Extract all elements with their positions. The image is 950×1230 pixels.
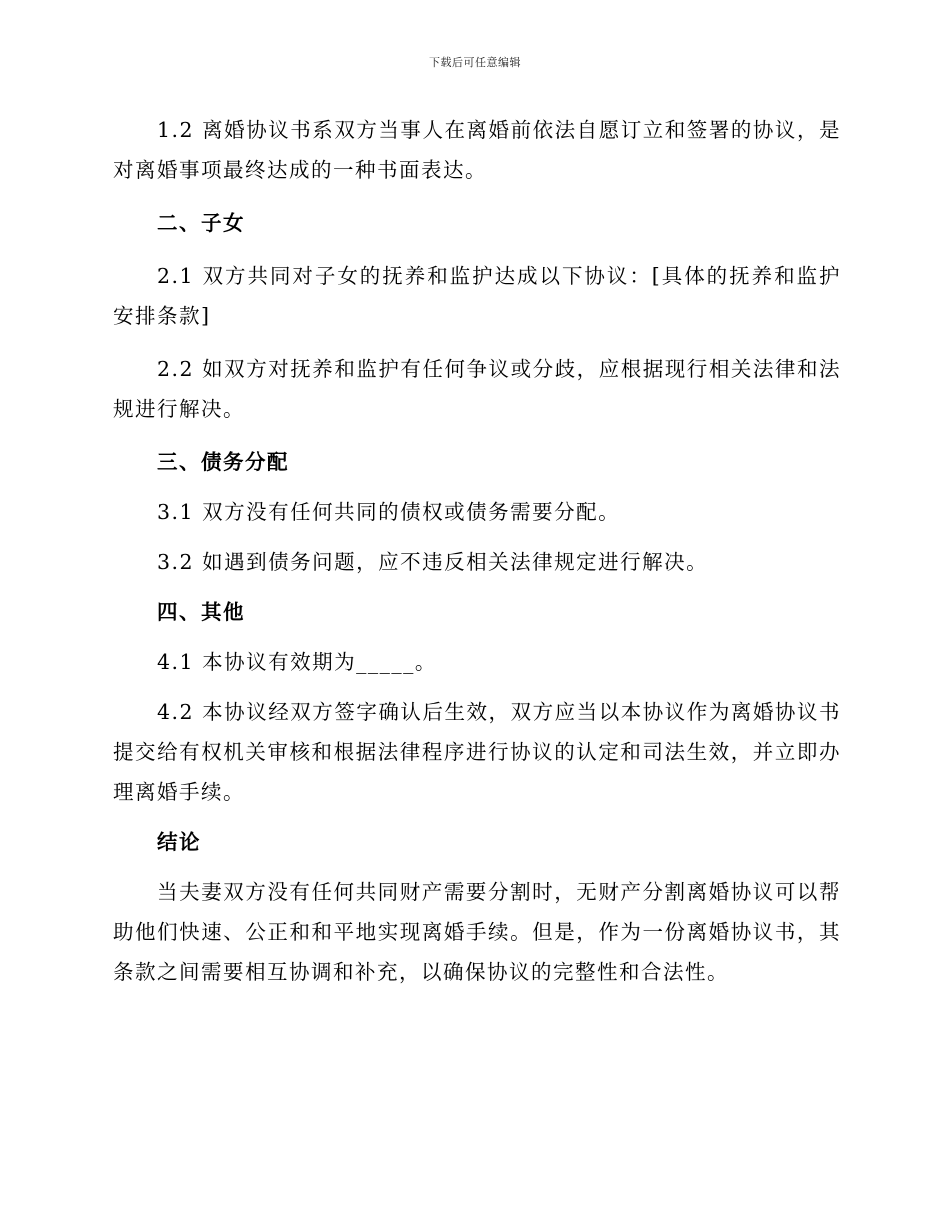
paragraph-4-1: 4.1 本协议有效期为_____。 <box>157 650 437 674</box>
paragraph-2-1: 2.1 双方共同对子女的抚养和监护达成以下协议：[具体的抚养和监护安排条款] <box>113 264 841 328</box>
heading-children: 二、子女 <box>157 211 245 235</box>
paragraph-1-2: 1.2 离婚协议书系双方当事人在离婚前依法自愿订立和签署的协议，是对离婚事项最终达成的一种书面表达。 <box>113 118 841 182</box>
paragraph-conclusion: 当夫妻双方没有任何共同财产需要分割时，无财产分割离婚协议可以帮助他们快速、公正和和平地实现离婚手续。但是，作为一份离婚协议书，其条款之间需要相互协调和补充，以确保协议的完整性和合法性。 <box>113 880 841 984</box>
heading-conclusion: 结论 <box>157 830 201 854</box>
paragraph-2-2: 2.2 如双方对抚养和监护有任何争议或分歧，应根据现行相关法律和法规进行解决。 <box>113 357 841 421</box>
header-note: 下载后可任意编辑 <box>429 56 521 69</box>
paragraph-3-2: 3.2 如遇到债务问题，应不违反相关法律规定进行解决。 <box>157 550 709 574</box>
paragraph-3-1: 3.1 双方没有任何共同的债权或债务需要分配。 <box>157 500 621 524</box>
paragraph-4-2: 4.2 本协议经双方签字确认后生效，双方应当以本协议作为离婚协议书提交给有权机关审核和根据法律程序进行协议的认定和司法生效，并立即办理离婚手续。 <box>113 700 841 804</box>
document-body <box>113 110 841 992</box>
heading-debt-allocation: 三、债务分配 <box>157 450 289 474</box>
heading-other: 四、其他 <box>157 600 245 624</box>
